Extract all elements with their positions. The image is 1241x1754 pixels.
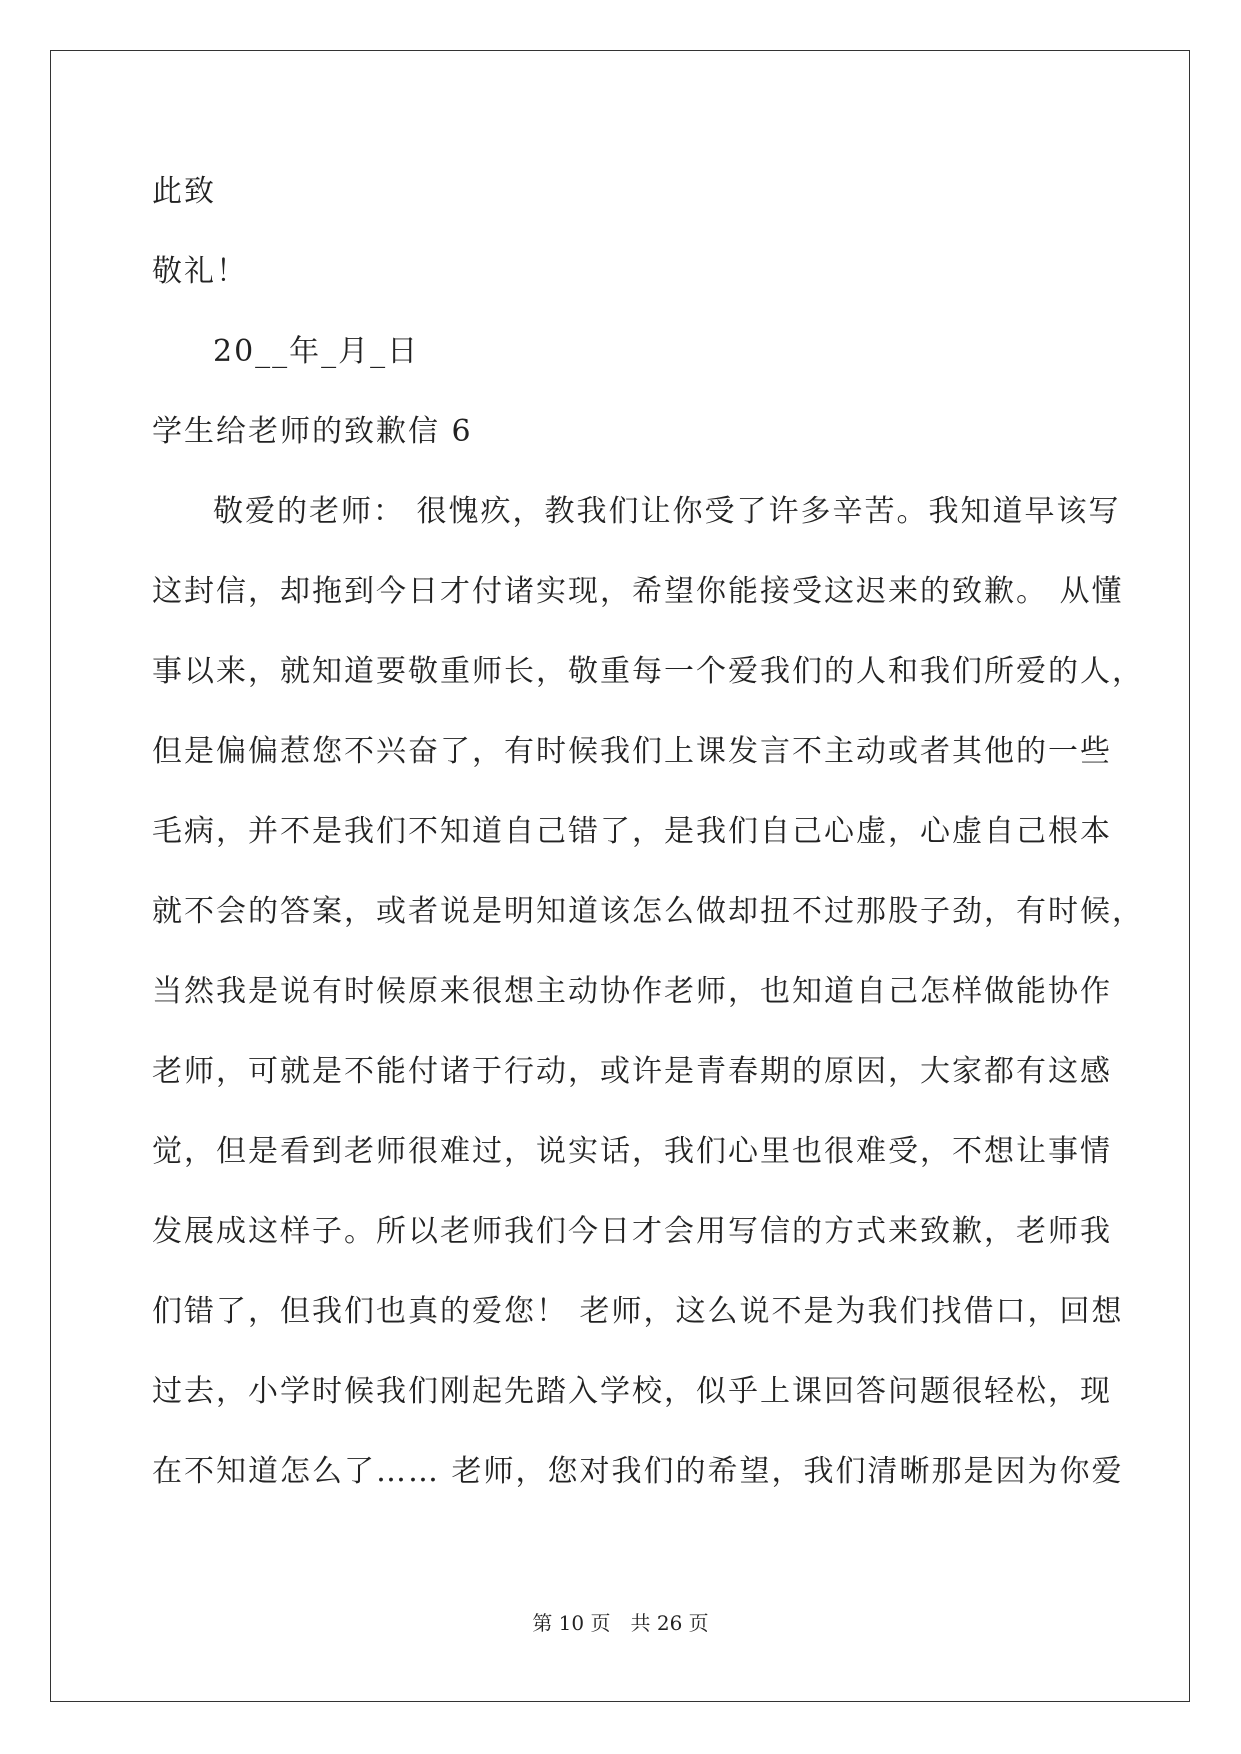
body-line: 敬爱的老师： 很愧疚，教我们让你受了许多辛苦。我知道早该写: [213, 494, 1121, 529]
body-line: 当然我是说有时候原来很想主动协作老师，也知道自己怎样做能协作: [152, 974, 1112, 1009]
body-line: 毛病，并不是我们不知道自己错了，是我们自己心虚，心虚自己根本: [152, 814, 1112, 849]
date-line: 20__年_月_日: [213, 334, 420, 369]
body-line: 但是偏偏惹您不兴奋了，有时候我们上课发言不主动或者其他的一些: [152, 734, 1112, 769]
body-line: 过去，小学时候我们刚起先踏入学校，似乎上课回答问题很轻松，现: [152, 1374, 1112, 1409]
body-line: 在不知道怎么了…… 老师，您对我们的希望，我们清晰那是因为你爱: [152, 1454, 1124, 1489]
body-line: 这封信，却拖到今日才付诸实现，希望你能接受这迟来的致歉。 从懂: [152, 574, 1124, 609]
body-line: 发展成这样子。所以老师我们今日才会用写信的方式来致歉，老师我: [152, 1214, 1112, 1249]
body-line: 觉，但是看到老师很难过，说实话，我们心里也很难受，不想让事情: [152, 1134, 1112, 1169]
body-line: 事以来，就知道要敬重师长，敬重每一个爱我们的人和我们所爱的人，: [152, 654, 1144, 689]
body-line: 就不会的答案，或者说是明知道该怎么做却扭不过那股子劲，有时候，: [152, 894, 1144, 929]
page-number-footer: 第 10 页 共 26 页: [532, 1611, 709, 1635]
salute-line: 敬礼！: [152, 254, 248, 289]
body-line: 老师，可就是不能付诸于行动，或许是青春期的原因，大家都有这感: [152, 1054, 1112, 1089]
closing-line: 此致: [152, 174, 216, 209]
letter-heading: 学生给老师的致歉信 6: [152, 414, 473, 449]
body-line: 们错了，但我们也真的爱您！ 老师，这么说不是为我们找借口，回想: [152, 1294, 1124, 1329]
